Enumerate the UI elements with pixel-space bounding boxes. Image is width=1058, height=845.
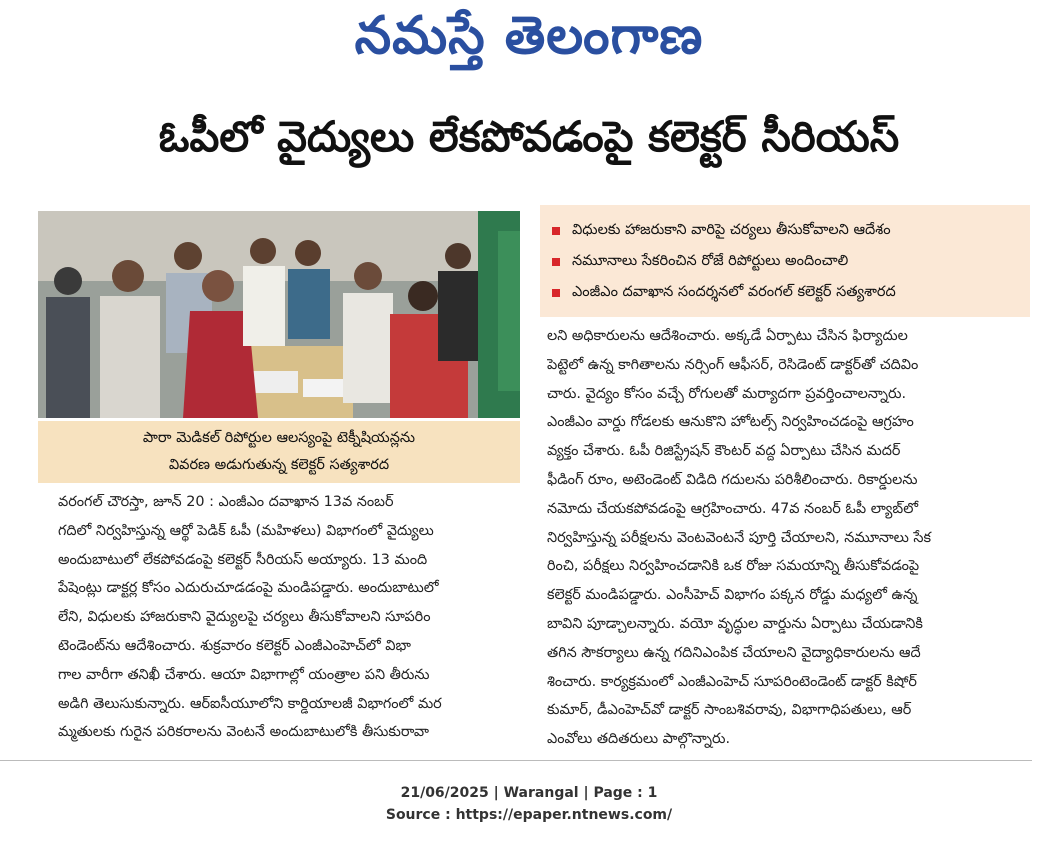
body-text-line: ఫీడింగ్ రూం, అటెండెంట్ విడిది గదులను పరిశీలించారు. రికార్డులను: [547, 471, 918, 488]
red-square-bullet-icon: [552, 258, 560, 266]
body-text-line: లని అధికారులను ఆదేశించారు. అక్కడే ఏర్పాటు చేసిన ఫిర్యాదుల: [547, 328, 908, 344]
footer-source-link[interactable]: Source : https://epaper.ntnews.com/: [385, 807, 673, 823]
news-photo: [38, 211, 520, 418]
body-text-line: బావిని పూడ్చాలన్నారు. వయో వృద్ధుల వార్డును ఏర్పాటు చేయడానికి: [547, 615, 923, 632]
body-text-line: ఎంవోలు తదితరులు పాల్గొన్నారు.: [547, 731, 731, 748]
photo-illustration: [38, 211, 520, 418]
highlight-item: [552, 246, 1030, 277]
highlights-box: [540, 205, 1030, 317]
red-square-bullet-icon: [552, 289, 560, 297]
newspaper-masthead: నమస్తే తెలంగాణ: [354, 6, 704, 66]
body-text-line: నిర్వహిస్తున్న పరీక్షలను వెంటవెంటనే పూర్తి చేయాలని, నమూనాలు సేక: [547, 529, 932, 546]
photo-caption: [38, 421, 520, 483]
highlight-item: [552, 277, 1030, 308]
body-text-line: శించారు. కార్యక్రమంలో ఎంజీఎంహెచ్ సూపరింటెండెంట్ డాక్టర్ కిషోర్: [547, 673, 917, 690]
body-text-line: అందుబాటులో లేకపోవడంపై కలెక్టర్ సీరియస్ అయ్యారు. 13 మంది: [58, 551, 428, 568]
body-text-line: వ్యక్తం చేశారు. ఓపీ రిజిస్ట్రేషన్ కౌంటర్ వద్ద ఏర్పాటు చేసిన మదర్: [547, 443, 901, 460]
article-body-right-column: [547, 322, 1027, 754]
body-text-line: అడిగి తెలుసుకున్నారు. ఆర్‌ఐసీయూలోని కార్డియాలజీ విభాగంలో మర: [58, 695, 442, 712]
body-text-line: కలెక్టర్ మండిపడ్డారు. ఎంసీహెచ్ విభాగం పక్కన రోడ్డు మధ్యలో ఉన్న: [547, 587, 918, 604]
body-text-line: రించి, పరీక్షలు నిర్వహించడానికి ఒక రోజు సమయాన్ని తీసుకోవడంపై: [547, 558, 920, 575]
body-text-line: గదిలో నిర్వహిస్తున్న ఆర్థో పెడిక్ ఓపీ (మహిళలు) విభాగంలో వైద్యులు: [58, 522, 434, 539]
highlight-item: [552, 215, 1030, 246]
article-body-left-column: [58, 488, 520, 747]
body-text-line: పెట్టెలో ఉన్న కాగితాలను నర్సింగ్ ఆఫీసర్, రెసిడెంట్ డాక్టర్‌తో చదివిం: [547, 356, 919, 373]
body-text-line: నమోదు చేయకపోవడంపై ఆగ్రహించారు. 47వ నంబర్ ఓపీ ల్యాబ్‌లో: [547, 500, 918, 517]
photo-caption-line: పారా మెడికల్ రిపోర్టుల ఆలస్యంపై టెక్నీషియన్లను: [142, 430, 416, 446]
body-text-line: లేని, విధులకు హాజరుకాని వైద్యులపై చర్యలు తీసుకోవాలని సూపరిం: [58, 609, 431, 626]
body-text-line: వరంగల్ చౌరస్తా, జూన్ 20 : ఎంజీఎం దవాఖాన 13వ నంబర్: [58, 494, 394, 510]
highlight-text: నమూనాలు సేకరించిన రోజే రిపోర్టులు అందించాలి: [572, 253, 849, 269]
body-text-line: మ్మతులకు గురైన పరికరాలను వెంటనే అందుబాటులోకి తీసుకురావా: [58, 724, 429, 741]
highlight-text: ఎంజీఎం దవాఖాన సందర్శనలో వరంగల్ కలెక్టర్ సత్యశారద: [572, 284, 896, 300]
body-text-line: గాల వారీగా తనిఖీ చేశారు. ఆయా విభాగాల్లో యంత్రాల పని తీరును: [58, 666, 430, 683]
body-text-line: ఎంజీఎం వార్డు గోడలకు ఆనుకొని హోటల్స్ నిర్వహించడంపై ఆగ్రహం: [547, 414, 914, 431]
red-square-bullet-icon: [552, 227, 560, 235]
body-text-line: పేషెంట్లు డాక్టర్ల కోసం ఎదురుచూడడంపై మండిపడ్డారు. అందుబాటులో: [58, 580, 439, 597]
body-text-line: చారు. వైద్యం కోసం వచ్చే రోగులతో మర్యాదగా ప్రవర్తించాలన్నారు.: [547, 385, 907, 402]
photo-caption-line: వివరణ అడుగుతున్న కలెక్టర్ సత్యశారద: [168, 457, 390, 473]
body-text-line: టెండెంట్‌ను ఆదేశించారు. శుక్రవారం కలెక్టర్ ఎంజీఎంహెచ్‌లో విభా: [58, 637, 411, 654]
highlight-text: విధులకు హాజరుకాని వారిపై చర్యలు తీసుకోవాలని ఆదేశం: [572, 222, 891, 238]
page-footer: [0, 782, 1058, 826]
footer-date-edition: 21/06/2025 | Warangal | Page : 1: [400, 785, 658, 801]
article-headline: ఓపీలో వైద్యులు లేకపోవడంపై కలెక్టర్ సీరియస్: [158, 112, 900, 161]
body-text-line: కుమార్, డీఎంహెచ్‌వో డాక్టర్ సాంబశివరావు, విభాగాధిపతులు, ఆర్: [547, 702, 912, 719]
body-text-line: తగిన సౌకర్యాలు ఉన్న గదినిఎంపిక చేయాలని వైద్యాధికారులను ఆదే: [547, 644, 921, 661]
footer-divider: [0, 760, 1032, 761]
